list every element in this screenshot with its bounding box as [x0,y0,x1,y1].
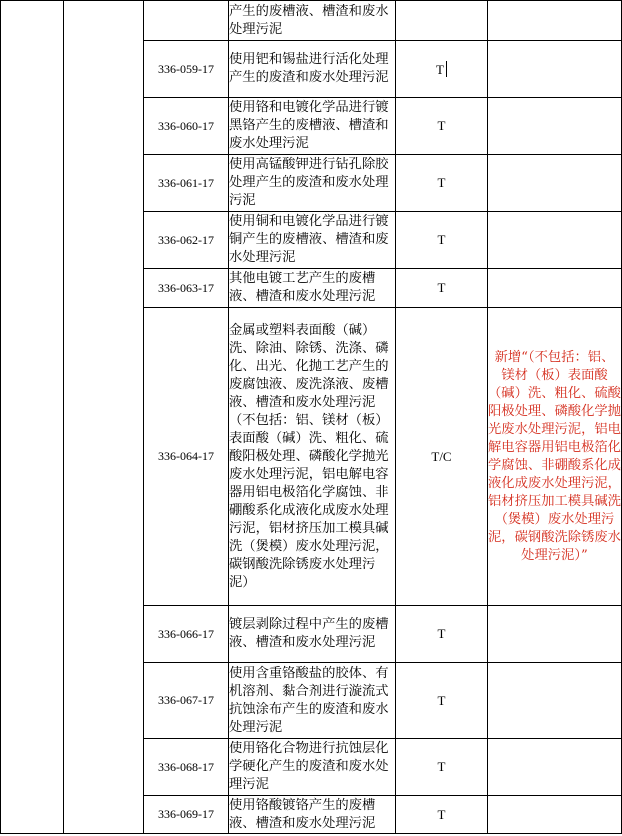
change-note: 新增“（不包括：铝、镁材（板）表面酸（碱）洗、粗化、硫酸阳极处理、磷酸化学抛光废水处理污泥，铝电解电容器用铝电极箔化学腐蚀、非硼酸系化成液化成废水处理污泥，铝材挤压加工模具碱洗（煲模）废水处理污泥，碳钢酸洗除锈废水处理污泥）” [488,308,622,606]
waste-code: 336-069-17 [144,796,229,834]
category-cell [1,1,64,834]
waste-code: 336-059-17 [144,41,229,98]
industry-cell [64,1,144,834]
waste-code: 336-060-17 [144,98,229,155]
waste-description: 其他电镀工艺产生的废槽液、槽渣和废水处理污泥 [229,269,396,308]
waste-code: 336-066-17 [144,606,229,663]
waste-code: 336-062-17 [144,212,229,269]
waste-description: 使用钯和锡盐进行活化处理产生的废渣和废水处理污泥 [229,41,396,98]
change-note [488,739,622,796]
change-note [488,269,622,308]
hazard-attribute: T [396,269,488,308]
waste-description: 使用含重铬酸盐的胶体、有机溶剂、黏合剂进行漩流式抗蚀涂布产生的废渣和废水处理污泥 [229,663,396,739]
hazard-attribute: T [396,98,488,155]
hazard-attribute: T [396,606,488,663]
hazard-attribute: T [396,155,488,212]
table-row [1,1,622,41]
change-note [488,663,622,739]
waste-description: 金属或塑料表面酸（碱）洗、除油、除锈、洗涤、磷化、出光、化抛工艺产生的废腐蚀液、废洗涤液、废槽液、槽渣和废水处理污泥（不包括：铝、镁材（板）表面酸（碱）洗、粗化、硫酸阳极处理、磷酸化学抛光废水处理污泥，铝电解电容器用铝电极箔化学腐蚀、非硼酸系化成液化成废水处理污泥，铝材挤压加工模具碱洗（煲模）废水处理污泥，碳钢酸洗除锈废水处理污泥） [229,308,396,606]
waste-description: 使用铬酸镀铬产生的废槽液、槽渣和废水处理污泥 [229,796,396,834]
waste-description: 使用铬和电镀化学品进行镀黑铬产生的废槽液、槽渣和废水处理污泥 [229,98,396,155]
waste-code: 336-063-17 [144,269,229,308]
text-cursor [446,61,447,77]
change-note [488,41,622,98]
waste-description: 使用铬化合物进行抗蚀层化学硬化产生的废渣和废水处理污泥 [229,739,396,796]
waste-description: 镀层剥除过程中产生的废槽液、槽渣和废水处理污泥 [229,606,396,663]
hazard-attribute: T [396,739,488,796]
change-note [488,1,622,41]
change-note [488,98,622,155]
hazard-attribute [396,1,488,41]
waste-code [144,1,229,41]
waste-description: 使用高锰酸钾进行钻孔除胶处理产生的废渣和废水处理污泥 [229,155,396,212]
change-note [488,155,622,212]
waste-description: 产生的废槽液、槽渣和废水处理污泥 [229,1,396,41]
hazard-attribute: T [396,212,488,269]
waste-description: 使用铜和电镀化学品进行镀铜产生的废槽液、槽渣和废水处理污泥 [229,212,396,269]
hazard-attribute-text: T [436,61,444,77]
hazard-attribute[interactable] [396,41,488,98]
change-note [488,606,622,663]
hazard-attribute: T [396,663,488,739]
waste-code: 336-068-17 [144,739,229,796]
waste-code: 336-061-17 [144,155,229,212]
waste-code: 336-067-17 [144,663,229,739]
hazard-attribute: T/C [396,308,488,606]
waste-code: 336-064-17 [144,308,229,606]
change-note [488,796,622,834]
hazard-attribute: T [396,796,488,834]
change-note [488,212,622,269]
